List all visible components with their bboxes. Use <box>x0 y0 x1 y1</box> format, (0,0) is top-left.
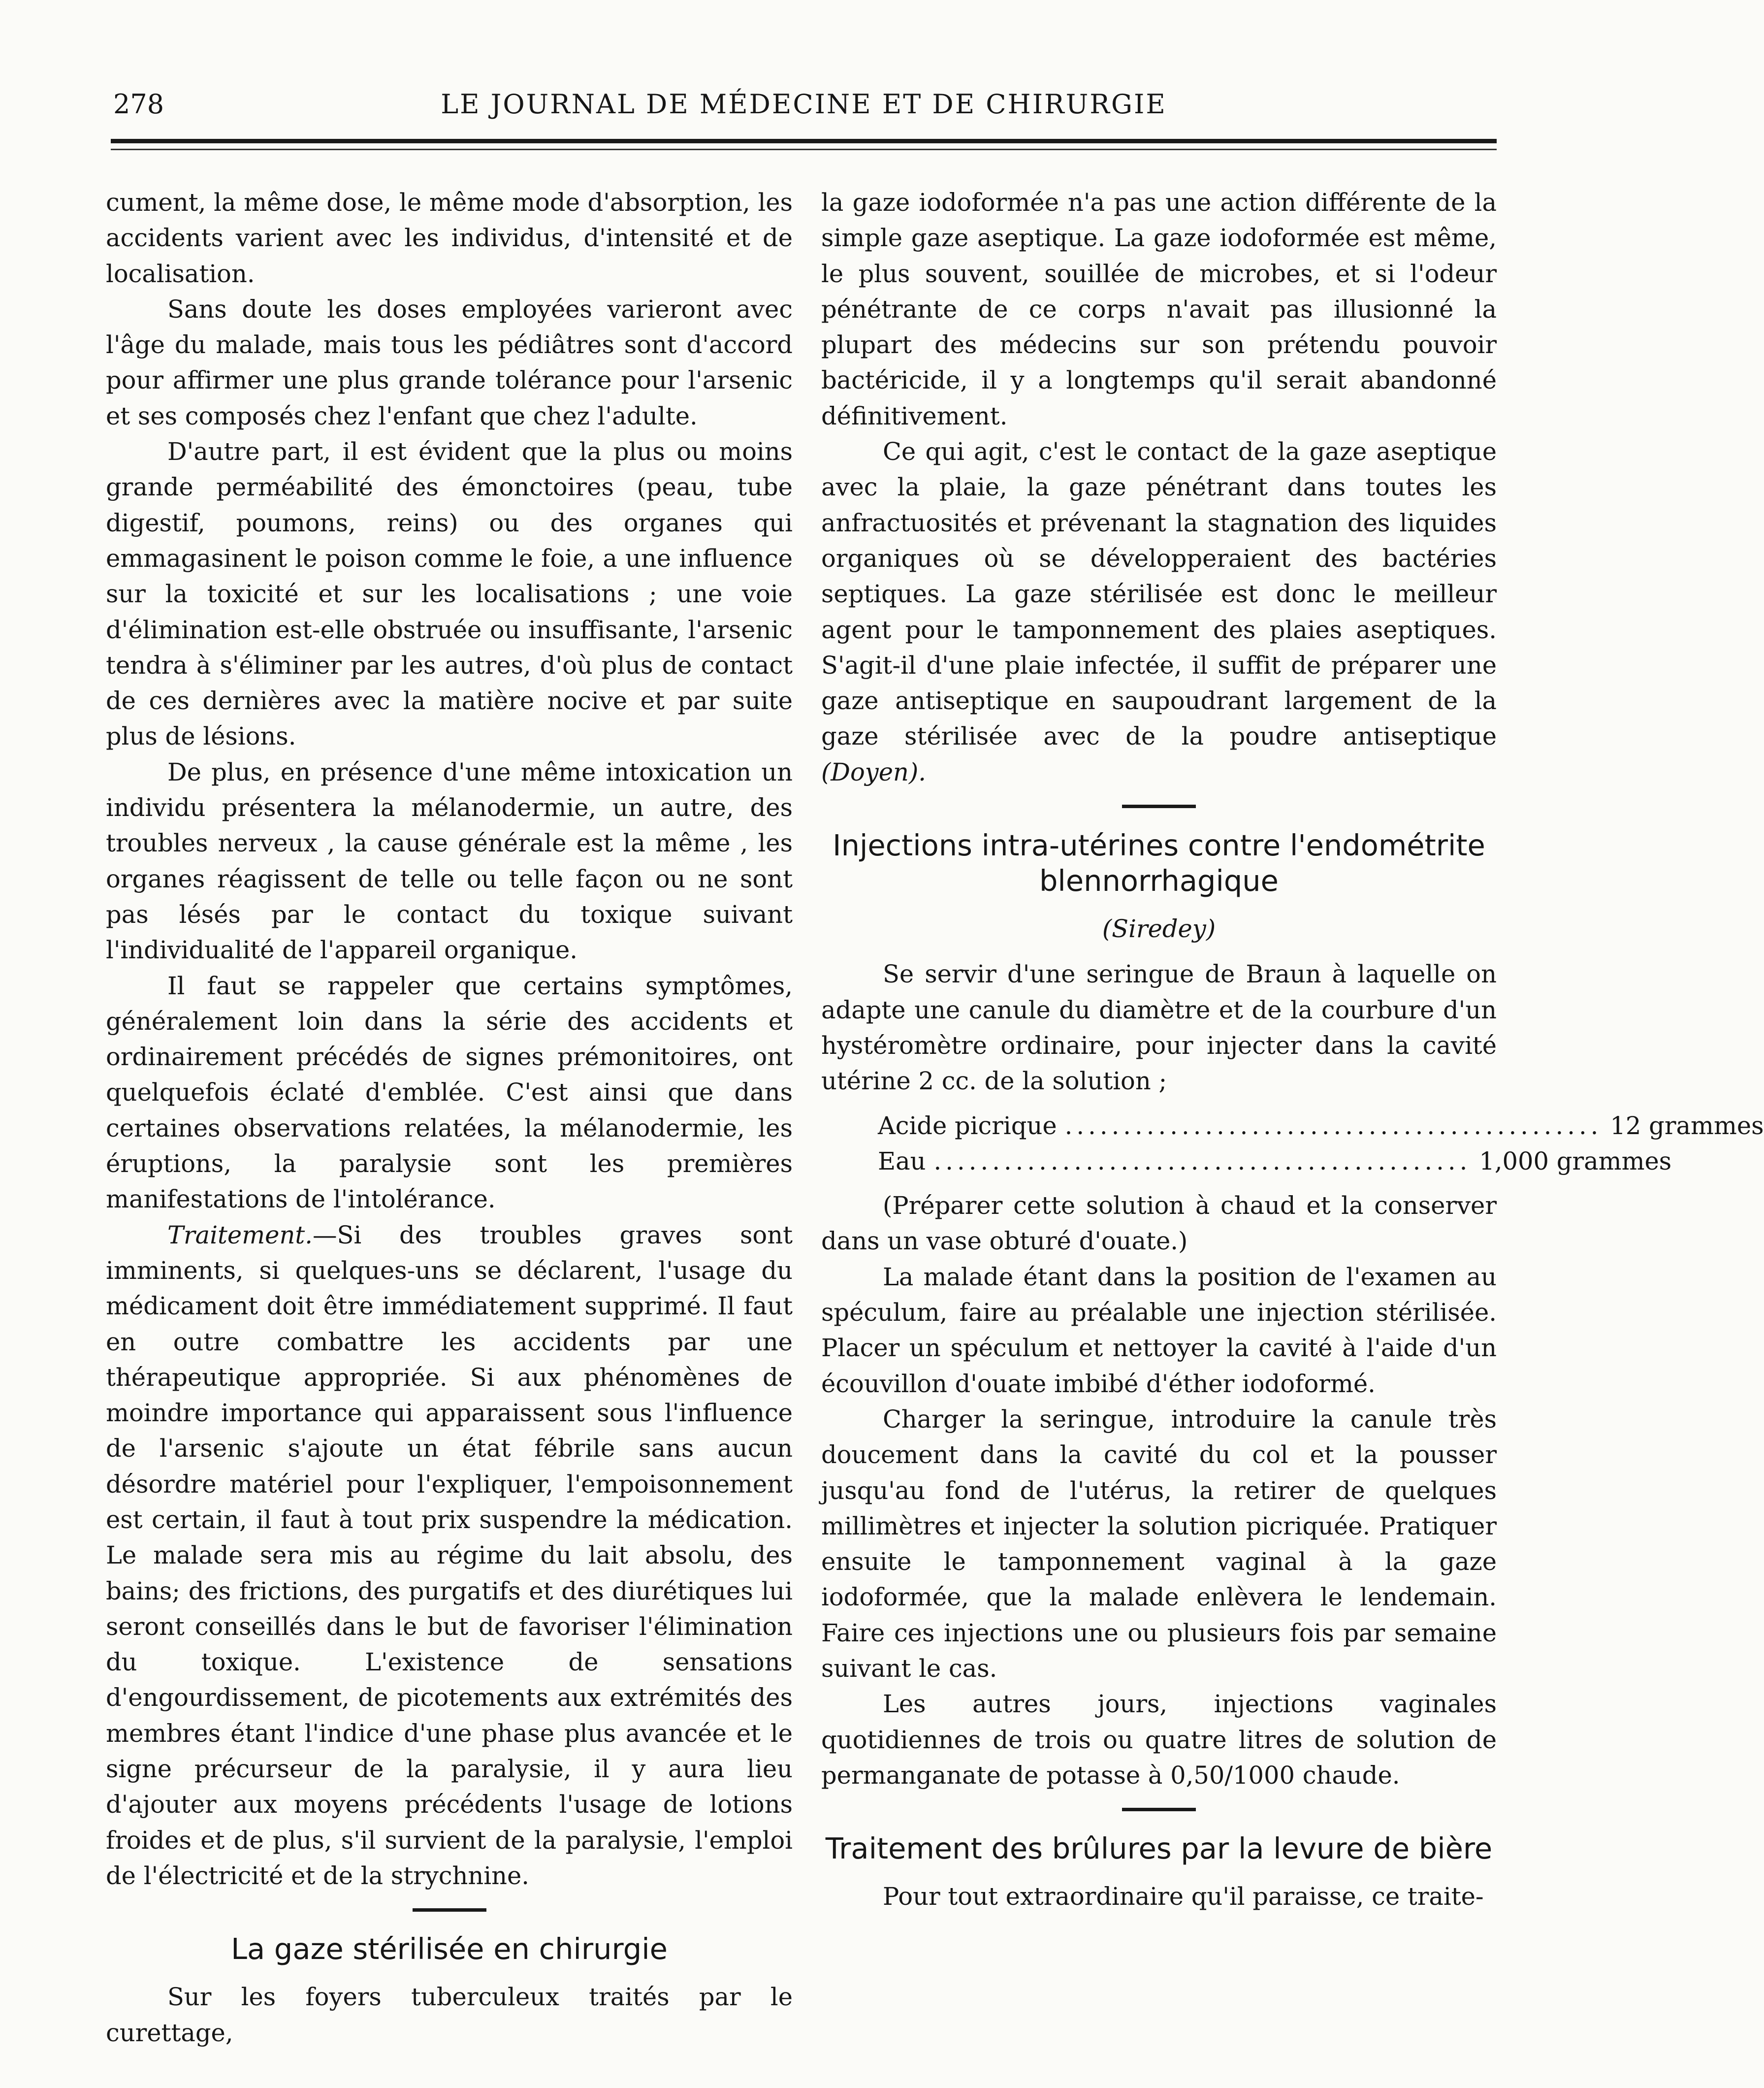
leader-dots: .............................................. <box>1064 1111 1603 1140</box>
section-title-brulures: Traitement des brûlures par la levure de bière <box>825 1831 1493 1866</box>
header-rule-thin <box>111 149 1497 150</box>
paragraph: De plus, en présence d'une même intoxication un individu présentera la mélanodermie, un autre, des troubles nerveux , la cause générale est la même , les organes réagissent de telle ou telle façon ou ne sont pas lésés par le contact du toxique suivant l'individualité de l'appareil organique. <box>106 757 793 965</box>
paragraph <box>821 434 1497 790</box>
ingredient-quantity: 1,000 grammes <box>1479 1146 1672 1175</box>
page-number: 278 <box>113 89 164 120</box>
paragraph: La malade étant dans la position de l'examen au spéculum, faire au préalable une injection stérilisée. Placer un spéculum et nettoyer la cavité à l'aide d'un écouvillon d'ouate imbibé d'éther iodoformé. <box>821 1262 1497 1398</box>
traitement-text: —Si des troubles graves sont imminents, si quelques-uns se déclarent, l'usage du médicament doit être immédiatement supprimé. Il faut en outre combattre les accidents par une thérapeutique appropriée. Si aux phénomènes de moindre importance qui apparaissent sous l'influence de l'arsenic s'ajoute un état fébrile sans aucun désordre matériel pour l'expliquer, l'empoisonnement est certain, il faut à tout prix suspendre la médication. Le malade sera mis au régime du lait absolu, des bains; des frictions, des purgatifs et des diurétiques lui seront conseillés dans le but de favoriser l'élimination du toxique. L'existence de sensations d'engourdissement, de picotements aux extrémités des membres étant l'indice d'une phase plus avancée et le signe précurseur de la paralysie, il y aura lieu d'ajouter aux moyens précédents l'usage de lotions froides et de plus, s'il survient de la paralysie, l'emploi de l'électricité et de la strychnine. <box>106 1220 793 1890</box>
citation: (Doyen). <box>821 757 926 786</box>
section-author: (Siredey) <box>1102 914 1216 944</box>
section-separator <box>1122 1808 1196 1811</box>
section-separator <box>413 1908 486 1912</box>
paragraph: Se servir d'une seringue de Braun à laquelle on adapte une canule du diamètre et de la courbure d'un hystéromètre ordinaire, pour injecter dans la cavité utérine 2 cc. de la solution ; <box>821 960 1497 1096</box>
paragraph-text: Ce qui agit, c'est le contact de la gaze aseptique avec la plaie, la gaze pénétrant dans toutes les anfractuosités et prévenant la stagnation des liquides organiques où se développeraient des bactéries septiques. La gaze stérilisée est donc le meilleur agent pour le tamponnement des plaies aseptiques. S'agit-il d'une plaie infectée, il suffit de préparer une gaze antiseptique en saupoudrant largement de la gaze stérilisée avec de la poudre antiseptique <box>821 437 1497 751</box>
leader-dots: .............................................. <box>933 1146 1472 1175</box>
paragraph: Les autres jours, injections vaginales quotidiennes de trois ou quatre litres de solution de permanganate de potasse à 0,50/1000 chaude. <box>821 1690 1497 1790</box>
header-rule-thick <box>111 139 1497 143</box>
paragraph-traitement <box>106 1217 793 1894</box>
recipe-table <box>878 1108 1764 1179</box>
section-separator <box>1122 805 1196 808</box>
right-column <box>821 185 1764 1914</box>
paragraph: Il faut se rappeler que certains symptômes, généralement loin dans la série des accidents et ordinairement précédés de signes prémonitoires, ont quelquefois éclaté d'emblée. C'est ainsi que dans certaines observations relatées, la mélanodermie, les éruptions, la paralysie sont les premières manifestations de l'intolérance. <box>106 971 793 1214</box>
recipe-row <box>878 1108 1764 1143</box>
journal-title: LE JOURNAL DE MÉDECINE ET DE CHIRURGIE <box>441 89 1167 120</box>
paragraph: Charger la seringue, introduire la canule très doucement dans la cavité du col et la pousser jusqu'au fond de l'utérus, la retirer de quelques millimètres et injecter la solution picriquée. Pratiquer ensuite le tamponnement vaginal à la gaze iodoformée, que la malade enlèvera le lendemain. Faire ces injections une ou plusieurs fois par semaine suivant le cas. <box>821 1404 1497 1683</box>
section-title-injections: Injections intra-utérines contre l'endométrite blennorrhagique <box>833 828 1485 898</box>
traitement-label: Traitement. <box>167 1220 313 1249</box>
recipe-row <box>878 1143 1672 1179</box>
page-header <box>111 84 1497 133</box>
paragraph: Pour tout extraordinaire qu'il paraisse, ce traite- <box>883 1882 1484 1911</box>
ingredient-name: Eau <box>878 1146 926 1175</box>
paragraph: Sur les foyers tuberculeux traités par le curettage, <box>106 1983 793 2047</box>
paragraph: D'autre part, il est évident que la plus ou moins grande perméabilité des émonctoires (peau, tube digestif, poumons, reins) ou des organes qui emmagasinent le poison comme le foie, a une influence sur la toxicité et sur les localisations ; une voie d'élimination est-elle obstruée ou insuffisante, l'arsenic tendra à s'éliminer par les autres, d'où plus de contact de ces dernières avec la matière nocive et par suite plus de lésions. <box>106 437 793 751</box>
ingredient-quantity: 12 grammes <box>1610 1111 1764 1140</box>
paragraph: Sans doute les doses employées varieront avec l'âge du malade, mais tous les pédiâtres sont d'accord pour affirmer une plus grande tolérance pour l'arsenic et ses composés chez l'enfant que chez l'adulte. <box>106 294 793 430</box>
paragraph: la gaze iodoformée n'a pas une action différente de la simple gaze aseptique. La gaze iodoformée est même, le plus souvent, souillée de microbes, et si l'odeur pénétrante de ce corps n'avait pas illusionné la plupart des médecins sur son prétendu pouvoir bactéricide, il y a longtemps qu'il serait abandonné définitivement. <box>821 188 1497 430</box>
section-title-gaze: La gaze stérilisée en chirurgie <box>231 1932 668 1966</box>
left-column <box>106 185 793 2051</box>
ingredient-name: Acide picrique <box>878 1111 1057 1140</box>
paragraph: (Préparer cette solution à chaud et la conserver dans un vase obturé d'ouate.) <box>821 1191 1497 1256</box>
paragraph: cument, la même dose, le même mode d'absorption, les accidents varient avec les individus, d'intensité et de localisation. <box>106 188 793 288</box>
